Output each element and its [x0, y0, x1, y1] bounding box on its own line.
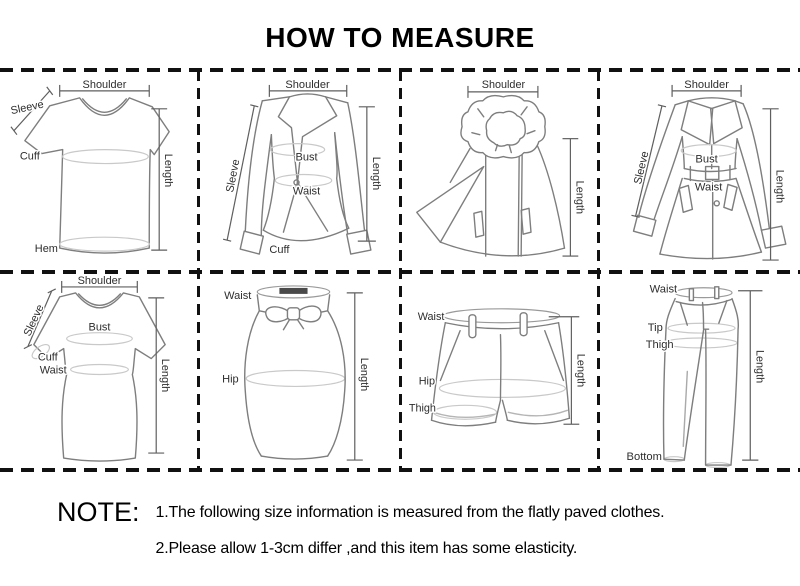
- label-bust: Bust: [88, 321, 111, 334]
- skirt-diagram: [199, 273, 398, 468]
- label-length: Length: [369, 156, 382, 191]
- cell-dress: [0, 273, 197, 468]
- shorts-diagram: [401, 273, 596, 468]
- dress-diagram: [0, 273, 197, 468]
- note-section: [57, 499, 664, 558]
- label-bottom: Bottom: [626, 451, 662, 464]
- note-line-2: 2.Please allow 1-3cm differ ,and this item has some elasticity.: [155, 540, 578, 557]
- label-hem: Hem: [34, 243, 58, 256]
- label-sleeve: Sleeve: [9, 98, 45, 118]
- page-title: HOW TO MEASURE: [265, 22, 535, 53]
- label-sleeve: Sleeve: [224, 158, 243, 194]
- cell-shorts: [401, 273, 596, 468]
- label-length: Length: [574, 353, 587, 388]
- label-waist: Waist: [224, 289, 252, 302]
- label-thigh: Thigh: [408, 402, 436, 415]
- cell-skirt: [199, 273, 398, 468]
- cell-fur-cape-coat: [401, 71, 596, 270]
- blazer-diagram: [199, 71, 398, 270]
- note-lines: [156, 499, 665, 558]
- fur-cape-coat-diagram: [401, 71, 596, 270]
- label-length: Length: [159, 358, 172, 393]
- label-length: Length: [357, 357, 370, 392]
- label-shoulder: Shoulder: [285, 78, 330, 91]
- pants-diagram: [599, 273, 800, 468]
- label-cuff: Cuff: [37, 351, 58, 364]
- label-sleeve: Sleeve: [631, 150, 652, 186]
- label-length: Length: [773, 169, 786, 204]
- label-waist: Waist: [649, 283, 678, 296]
- label-cuff: Cuff: [19, 150, 40, 163]
- note-line-1: 1.The following size information is measured from the flatly paved clothes.: [155, 504, 665, 521]
- label-shoulder: Shoulder: [684, 79, 729, 91]
- label-hip: Hip: [222, 373, 239, 386]
- label-sleeve: Sleeve: [21, 302, 47, 339]
- waistband-detail: [279, 288, 307, 294]
- label-shoulder: Shoulder: [82, 78, 127, 91]
- label-thigh: Thigh: [645, 338, 674, 351]
- label-bust: Bust: [695, 153, 718, 166]
- cell-pants: [599, 273, 800, 468]
- label-tip: Tip: [647, 322, 663, 335]
- trench-coat-diagram: [599, 71, 800, 270]
- label-length: Length: [573, 180, 586, 215]
- label-waist: Waist: [417, 310, 445, 323]
- cell-trench-coat: [599, 71, 800, 270]
- label-hip: Hip: [418, 375, 435, 388]
- label-waist: Waist: [694, 181, 723, 194]
- label-waist: Waist: [39, 364, 67, 377]
- label-shoulder: Shoulder: [481, 78, 526, 91]
- tshirt-diagram: [0, 71, 197, 270]
- cell-blazer: [199, 71, 398, 270]
- label-bust: Bust: [295, 151, 318, 164]
- label-length: Length: [753, 349, 766, 384]
- label-waist: Waist: [292, 185, 321, 198]
- label-cuff: Cuff: [269, 244, 290, 257]
- label-shoulder: Shoulder: [77, 274, 122, 287]
- label-length: Length: [162, 153, 175, 188]
- cell-tshirt: [0, 71, 197, 270]
- note-heading: NOTE:: [57, 497, 140, 527]
